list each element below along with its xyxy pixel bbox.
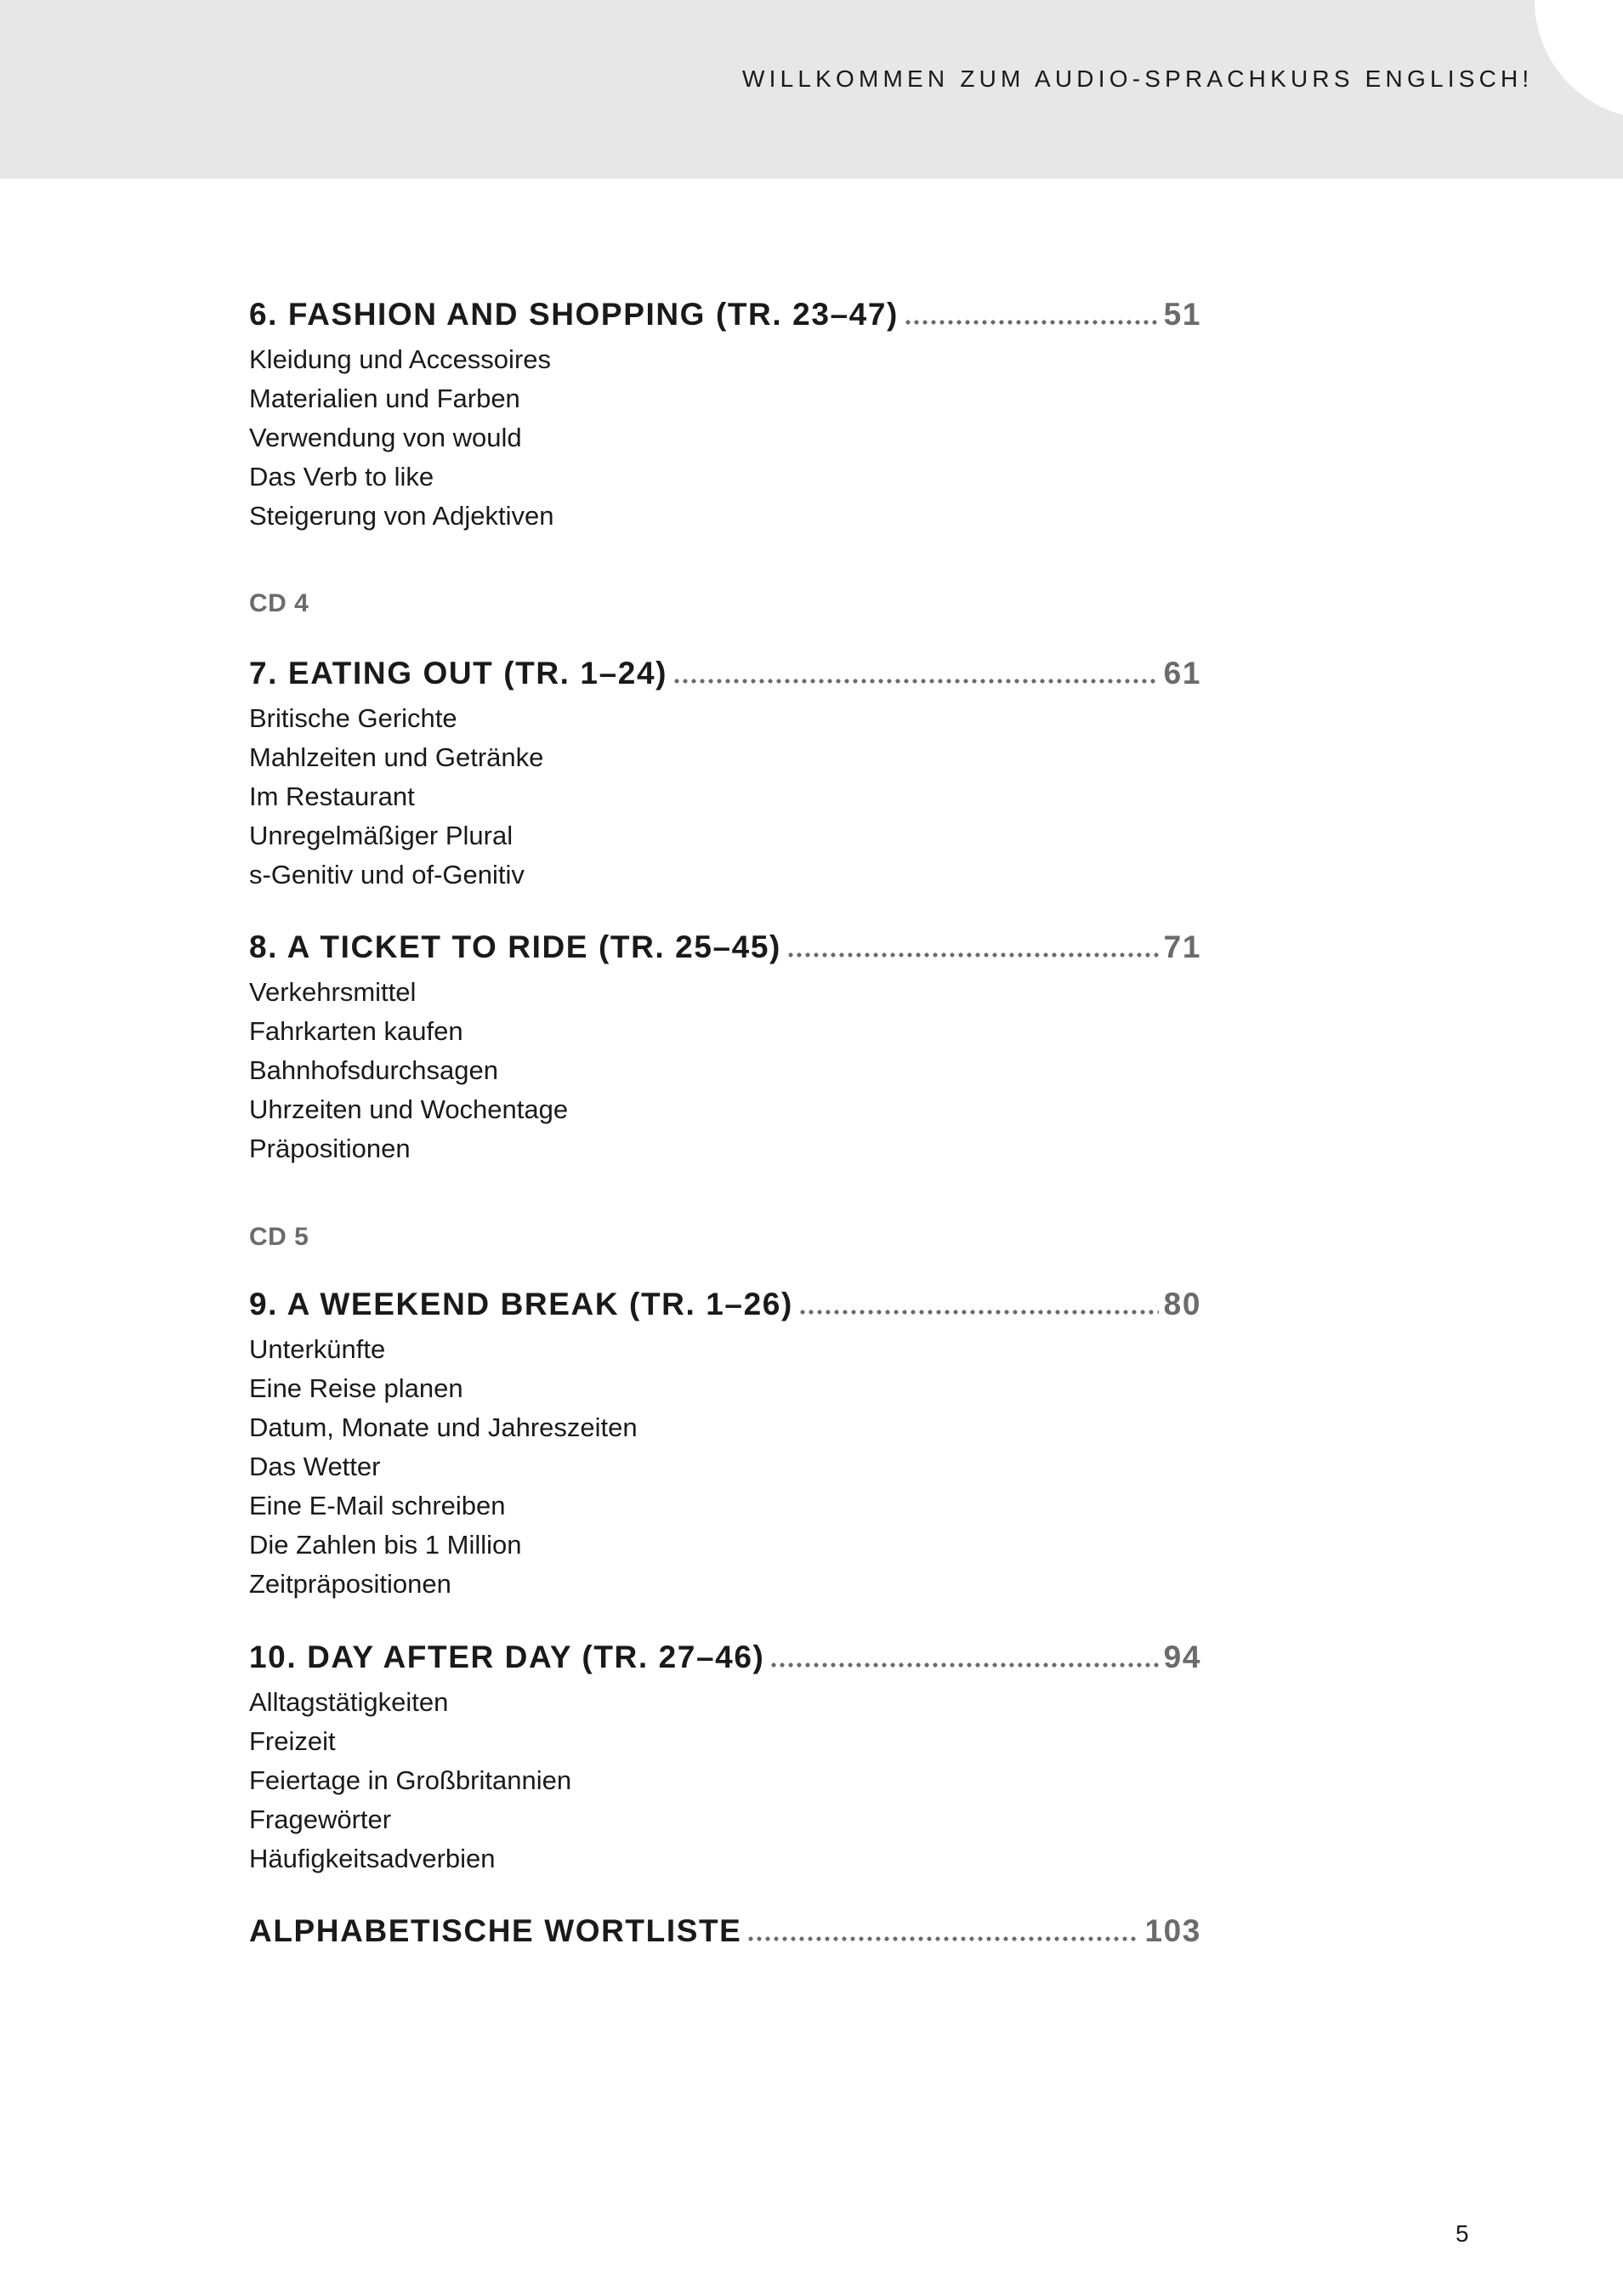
toc-item: Das Wetter: [249, 1452, 381, 1481]
toc-chapter-7-heading[interactable]: [249, 655, 1201, 692]
toc-item: Eine Reise planen: [249, 1373, 463, 1403]
toc-item: Eine E-Mail schreiben: [249, 1491, 506, 1520]
toc-item: Kleidung und Accessoires: [249, 344, 552, 374]
toc-item: Britische Gerichte: [249, 703, 457, 733]
toc-item: Verkehrsmittel: [249, 977, 417, 1007]
chapter-page-number: 94: [1163, 1640, 1201, 1674]
cd-label: CD 4: [249, 589, 309, 617]
toc-item: Bahnhofsdurchsagen: [249, 1055, 499, 1085]
toc-chapter-8-heading[interactable]: [249, 929, 1201, 966]
toc-item: Mahlzeiten und Getränke: [249, 742, 544, 772]
toc-item: s-Genitiv und of-Genitiv: [249, 860, 525, 889]
chapter-title: 10. DAY AFTER DAY (TR. 27–46): [249, 1640, 765, 1674]
dot-leader: [746, 1935, 1139, 1942]
toc-appendix-heading[interactable]: [249, 1912, 1201, 1950]
dot-leader: [798, 1309, 1159, 1316]
dot-leader: [904, 319, 1159, 326]
toc-item: Uhrzeiten und Wochentage: [249, 1094, 569, 1124]
toc-item: Alltagstätigkeiten: [249, 1687, 449, 1717]
toc-item: Verwendung von would: [249, 423, 522, 452]
toc-item: Unterkünfte: [249, 1334, 386, 1364]
toc-item: Präpositionen: [249, 1134, 411, 1163]
chapter-page-number: 61: [1163, 656, 1201, 691]
chapter-title: 8. A TICKET TO RIDE (TR. 25–45): [249, 929, 781, 964]
running-title: WILLKOMMEN ZUM AUDIO-SPRACHKURS ENGLISCH!: [742, 65, 1534, 92]
appendix-title: ALPHABETISCHE WORTLISTE: [249, 1913, 742, 1948]
toc-item: Das Verb to like: [249, 462, 434, 492]
toc-item: Zeitpräpositionen: [249, 1569, 451, 1599]
chapter-page-number: 80: [1163, 1287, 1201, 1321]
toc-item: Unregelmäßiger Plural: [249, 821, 514, 850]
header-band: [0, 0, 1623, 179]
toc-item: Freizeit: [249, 1726, 336, 1756]
toc-item: Datum, Monate und Jahreszeiten: [249, 1412, 638, 1442]
chapter-title: 6. FASHION AND SHOPPING (TR. 23–47): [249, 297, 899, 332]
chapter-title: 9. A WEEKEND BREAK (TR. 1–26): [249, 1287, 793, 1321]
toc-chapter-10-heading[interactable]: [249, 1639, 1201, 1676]
cd-label: CD 5: [249, 1223, 309, 1251]
toc-item: Materialien und Farben: [249, 384, 520, 413]
toc-chapter-9-heading[interactable]: [249, 1286, 1201, 1323]
dot-leader: [786, 952, 1159, 958]
toc-item: Im Restaurant: [249, 781, 415, 811]
chapter-title: 7. EATING OUT (TR. 1–24): [249, 656, 668, 691]
dot-leader: [769, 1662, 1158, 1668]
toc-item: Fragewörter: [249, 1804, 392, 1834]
toc-item: Fahrkarten kaufen: [249, 1016, 463, 1046]
toc-item: Feiertage in Großbritannien: [249, 1765, 572, 1795]
appendix-page-number: 103: [1144, 1913, 1201, 1948]
toc-item: Die Zahlen bis 1 Million: [249, 1530, 522, 1560]
toc-item: Häufigkeitsadverbien: [249, 1844, 496, 1873]
toc-item: Steigerung von Adjektiven: [249, 501, 554, 531]
header-decorative-circle: [1535, 0, 1623, 119]
page-number: 5: [1456, 2220, 1469, 2247]
dot-leader: [672, 678, 1159, 685]
chapter-page-number: 51: [1163, 297, 1201, 332]
chapter-page-number: 71: [1163, 929, 1201, 964]
toc-chapter-6-heading[interactable]: [249, 296, 1201, 333]
